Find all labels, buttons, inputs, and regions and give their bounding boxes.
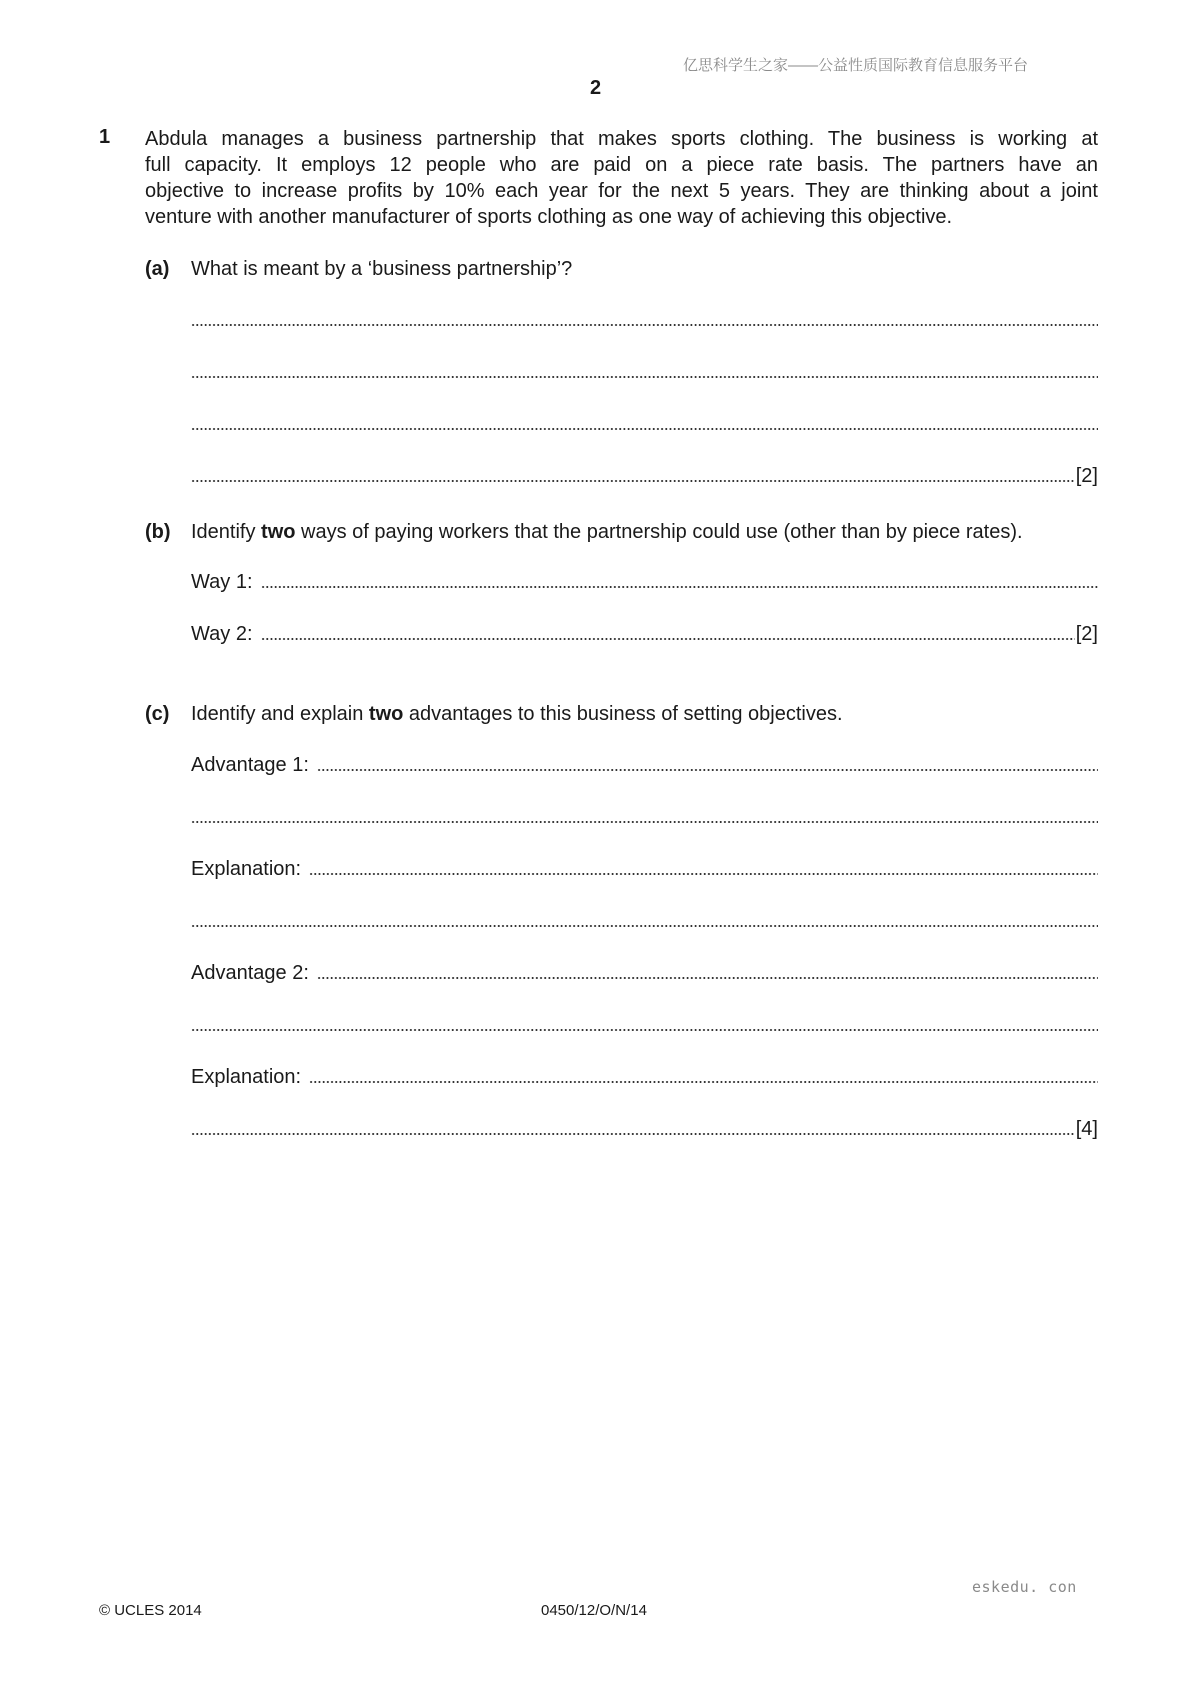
part-c-label: (c) bbox=[145, 703, 170, 725]
stem-line: objective to increase profits by 10% each year for the next 5 years. They are thinking about a joint bbox=[145, 180, 1098, 202]
advantage1-label: Advantage 1: bbox=[191, 754, 309, 776]
explanation2-label: Explanation: bbox=[191, 1066, 302, 1088]
part-c-text-after: advantages to this business of setting objectives. bbox=[403, 703, 843, 725]
part-b-text-before: Identify bbox=[191, 521, 262, 543]
dotted-rule bbox=[191, 479, 1075, 483]
dotted-rule bbox=[191, 1132, 1075, 1136]
answer-line-explanation2-cont[interactable] bbox=[191, 1117, 1098, 1141]
answer-line-a3[interactable] bbox=[191, 412, 1098, 436]
answer-line-advantage2-cont[interactable] bbox=[191, 1013, 1098, 1037]
header-watermark: 亿思科学生之家——公益性质国际教育信息服务平台 bbox=[683, 57, 1029, 74]
part-a-label: (a) bbox=[145, 258, 170, 280]
answer-line-explanation1[interactable] bbox=[191, 857, 1098, 881]
mark-allocation-a: [2] bbox=[1075, 465, 1098, 487]
part-b-bold: two bbox=[261, 521, 296, 543]
footer-watermark: eskedu. con bbox=[972, 1578, 1077, 1596]
part-c-question bbox=[191, 703, 843, 726]
dotted-rule bbox=[317, 768, 1098, 772]
answer-line-explanation2[interactable] bbox=[191, 1065, 1098, 1089]
answer-line-way2[interactable] bbox=[191, 622, 1098, 646]
part-c-text-before: Identify and explain bbox=[191, 703, 369, 725]
part-b-label: (b) bbox=[145, 521, 171, 543]
answer-line-a2[interactable] bbox=[191, 360, 1098, 384]
mark-allocation-b: [2] bbox=[1075, 623, 1098, 645]
advantage2-label: Advantage 2: bbox=[191, 962, 309, 984]
part-c-bold: two bbox=[368, 703, 404, 725]
dotted-rule bbox=[261, 637, 1075, 641]
answer-line-way1[interactable] bbox=[191, 570, 1098, 594]
page-number: 2 bbox=[590, 77, 602, 99]
dotted-rule bbox=[191, 375, 1098, 379]
dotted-rule bbox=[191, 924, 1098, 928]
question-stem bbox=[145, 126, 1098, 230]
dotted-rule bbox=[317, 976, 1098, 980]
dotted-rule bbox=[191, 820, 1098, 824]
dotted-rule bbox=[261, 585, 1099, 589]
stem-line: venture with another manufacturer of sports clothing as one way of achieving this objective. bbox=[145, 206, 953, 228]
stem-line: full capacity. It employs 12 people who are paid on a piece rate basis. The partners have an bbox=[145, 154, 1098, 176]
part-b-text-after: ways of paying workers that the partnership could use (other than by piece rates). bbox=[295, 521, 1023, 543]
question-number: 1 bbox=[99, 126, 111, 148]
way2-label: Way 2: bbox=[191, 623, 253, 645]
dotted-rule bbox=[191, 1028, 1098, 1032]
stem-line: Abdula manages a business partnership that makes sports clothing. The business is working at bbox=[145, 128, 1098, 150]
dotted-rule bbox=[191, 427, 1098, 431]
way1-label: Way 1: bbox=[191, 571, 253, 593]
answer-line-a4[interactable] bbox=[191, 464, 1098, 488]
answer-line-advantage1[interactable] bbox=[191, 753, 1098, 777]
answer-line-advantage2[interactable] bbox=[191, 961, 1098, 985]
answer-line-a1[interactable] bbox=[191, 308, 1098, 332]
dotted-rule bbox=[309, 1080, 1098, 1084]
footer-copyright: © UCLES 2014 bbox=[99, 1602, 202, 1619]
mark-allocation-c: [4] bbox=[1075, 1118, 1098, 1140]
answer-line-explanation1-cont[interactable] bbox=[191, 909, 1098, 933]
dotted-rule bbox=[309, 872, 1098, 876]
answer-line-advantage1-cont[interactable] bbox=[191, 805, 1098, 829]
part-a-question: What is meant by a ‘business partnership’? bbox=[191, 258, 573, 280]
footer-paper-code: 0450/12/O/N/14 bbox=[541, 1602, 647, 1619]
explanation1-label: Explanation: bbox=[191, 858, 302, 880]
part-b-question bbox=[191, 521, 1023, 544]
dotted-rule bbox=[191, 323, 1098, 327]
